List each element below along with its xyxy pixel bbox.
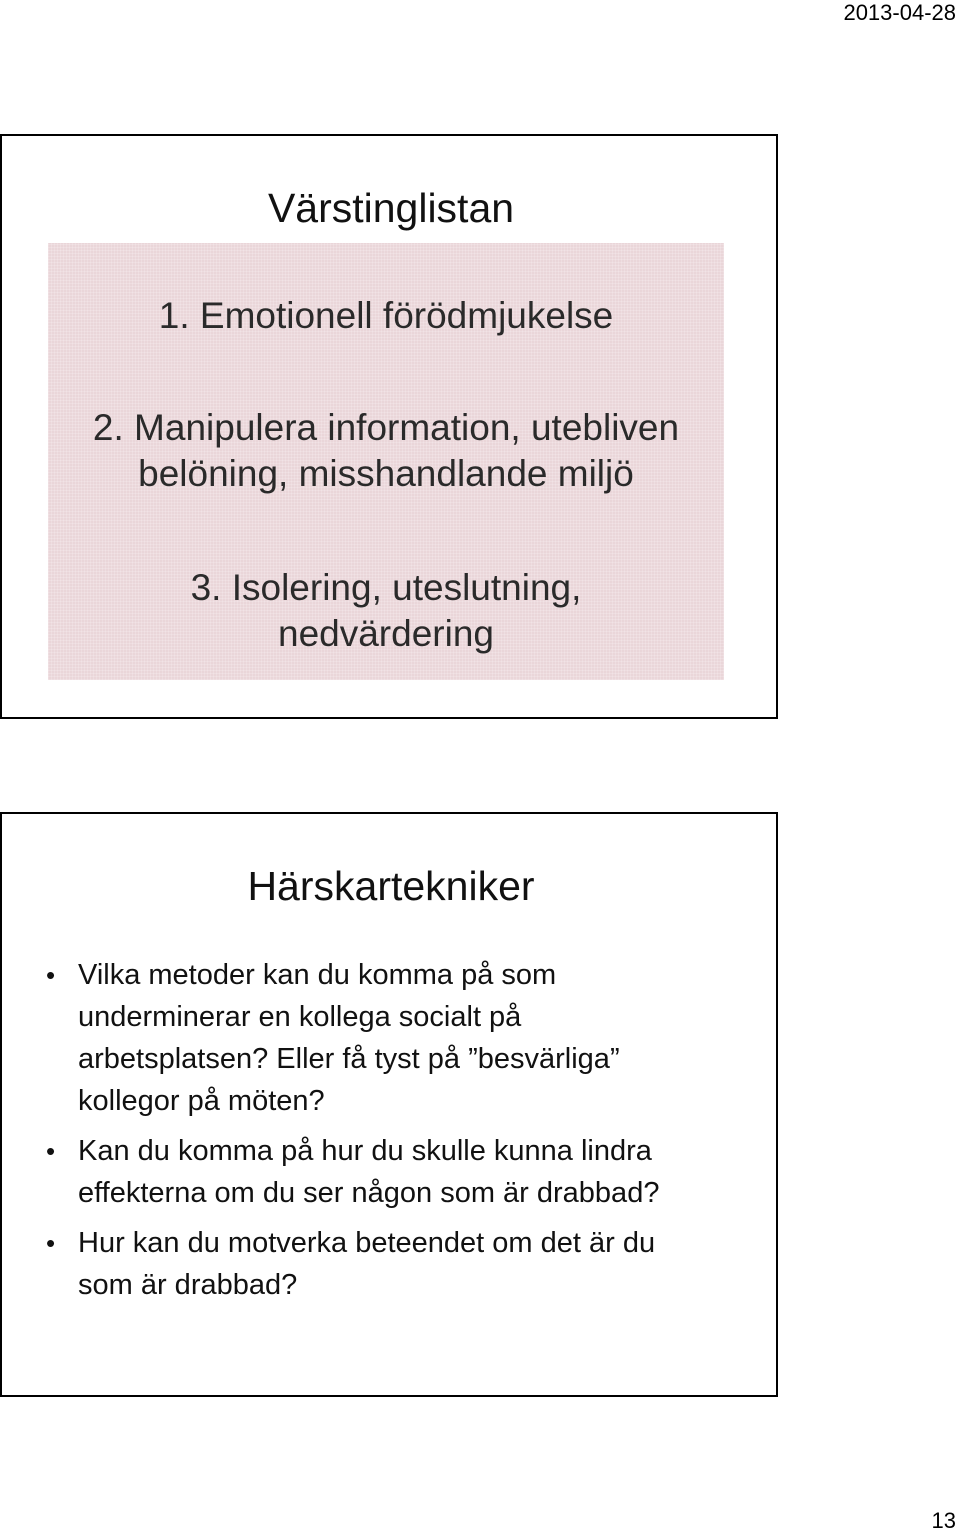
list-item-line: belöning, misshandlande miljö <box>138 453 634 494</box>
slide-title: Värstinglistan <box>267 185 515 231</box>
bullet-line: Hur kan du motverka beteendet om det är du <box>78 1227 656 1259</box>
list-item-line: 2. Manipulera information, utebliven <box>92 407 680 448</box>
list-item-line: 1. Emotionell förödmjukelse <box>158 295 614 336</box>
bullet-line: arbetsplatsen? Eller få tyst på ”besvärliga” <box>78 1043 620 1075</box>
bullet-list <box>42 954 762 1314</box>
bullet-line: som är drabbad? <box>78 1269 298 1301</box>
page-number: 13 <box>931 1508 956 1533</box>
bullet-item <box>42 954 762 1122</box>
bullet-line: Vilka metoder kan du komma på som <box>78 959 557 991</box>
slide-harskartekniker <box>0 812 778 1397</box>
slide-title: Härskartekniker <box>247 863 535 909</box>
list-item <box>48 565 724 657</box>
list-item-line: 3. Isolering, uteslutning, <box>190 567 582 608</box>
bullet-item <box>42 1130 762 1214</box>
page-date: 2013-04-28 <box>843 0 956 25</box>
list-item <box>48 293 724 339</box>
bullet-icon: • <box>46 1228 56 1258</box>
bullet-line: Kan du komma på hur du skulle kunna lindra <box>78 1135 652 1167</box>
bullet-icon: • <box>46 960 56 990</box>
list-item <box>48 405 724 497</box>
highlight-box <box>48 243 724 680</box>
bullet-item <box>42 1222 762 1306</box>
bullet-line: effekterna om du ser någon som är drabbad? <box>78 1177 660 1209</box>
bullet-line: kollegor på möten? <box>78 1085 325 1117</box>
list-item-line: nedvärdering <box>278 613 494 654</box>
bullet-line: underminerar en kollega socialt på <box>78 1001 522 1033</box>
bullet-icon: • <box>46 1136 56 1166</box>
slide-varstinglistan <box>0 134 778 719</box>
